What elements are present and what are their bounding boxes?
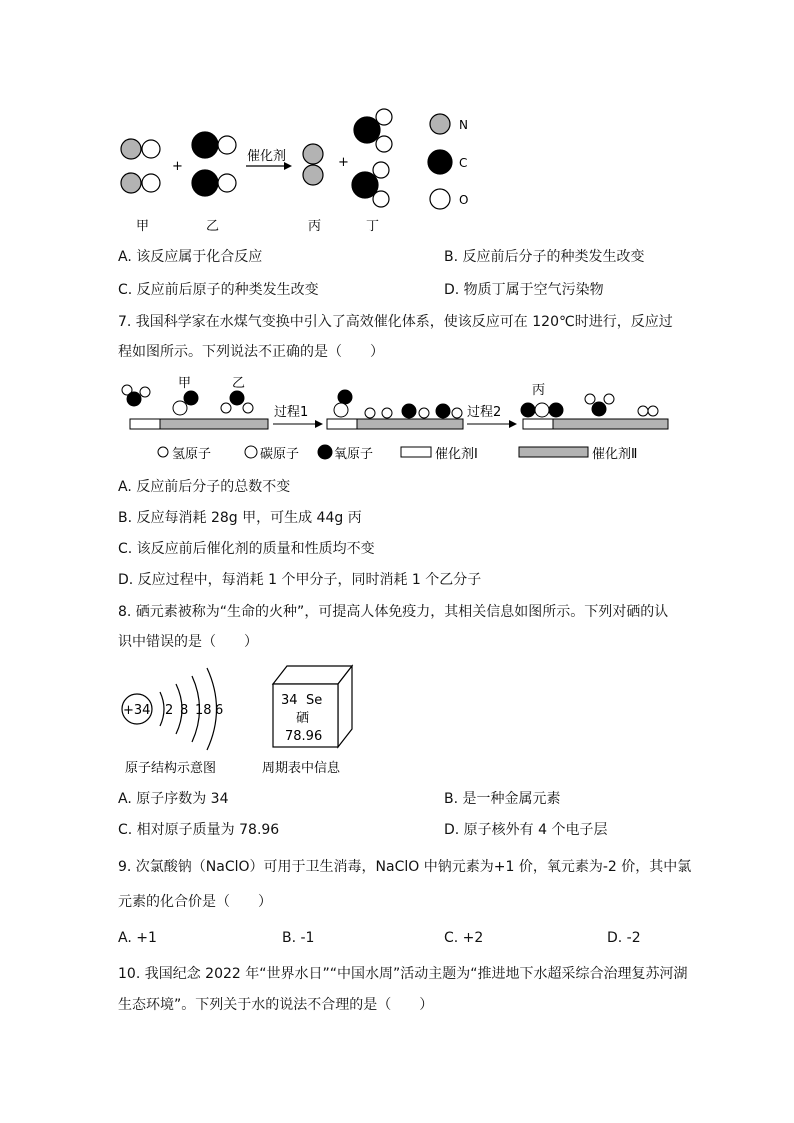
q10-stem-line-1: 10. 我国纪念 2022 年“世界水日”“中国水周”活动主题为“推进地下水超采综合治理复苏河湖: [118, 966, 688, 982]
q6-legend-c: C: [459, 156, 468, 170]
q6-option-a: A. 该反应属于化合反应: [118, 249, 263, 265]
q8-element-symbol: Se: [306, 693, 323, 708]
q6-legend-o: O: [459, 193, 469, 207]
q8-option-b: B. 是一种金属元素: [444, 791, 561, 807]
q6-label-yi: 乙: [206, 219, 220, 234]
q6-legend-n: N: [459, 118, 468, 132]
q7-process-1: 过程1: [274, 405, 309, 420]
q8-atomic-number: 34: [281, 693, 298, 708]
q7-process-2: 过程2: [467, 405, 502, 420]
q7-legend-c: 碳原子: [260, 447, 300, 462]
q7-stem-line-1: 7. 我国科学家在水煤气变换中引入了高效催化体系，使该反应可在 120℃时进行，反应过: [118, 314, 673, 330]
q6-option-c: C. 反应前后原子的种类发生改变: [118, 282, 319, 298]
q8-element-name: 硒: [296, 711, 310, 726]
q6-label-bing: 丙: [308, 219, 322, 234]
q10-stem-line-2: 生态环境”。下列关于水的说法不合理的是（ ）: [118, 997, 434, 1013]
q8-option-c: C. 相对原子质量为 78.96: [118, 822, 280, 838]
q6-label-ding: 丁: [366, 219, 380, 234]
q7-option-b: B. 反应每消耗 28g 甲，可生成 44g 丙: [118, 510, 362, 526]
q8-shell-2: 8: [180, 703, 189, 718]
q9-option-c: C. +2: [444, 930, 484, 946]
q6-label-jia: 甲: [136, 219, 150, 234]
q8-shell-3: 18: [195, 703, 212, 718]
q8-nucleus-label: +34: [123, 703, 151, 718]
q9-option-b: B. -1: [282, 930, 315, 946]
q8-caption-right: 周期表中信息: [262, 761, 341, 776]
q7-label-jia: 甲: [178, 376, 192, 391]
q9-stem-line-2: 元素的化合价是（ ）: [118, 894, 272, 910]
q7-stem-line-2: 程如图所示。下列说法不正确的是（ ）: [118, 344, 384, 360]
q7-legend-h: 氢原子: [172, 447, 212, 462]
q7-legend-cat1: 催化剂Ⅰ: [435, 447, 478, 462]
q8-option-d: D. 原子核外有 4 个电子层: [444, 822, 608, 838]
q8-shell-4: 6: [215, 703, 224, 718]
q8-stem-line-2: 识中错误的是（ ）: [118, 634, 258, 650]
q8-option-a: A. 原子序数为 34: [118, 791, 229, 807]
q6-arrow-label: 催化剂: [247, 149, 287, 164]
q6-option-d: D. 物质丁属于空气污染物: [444, 282, 604, 298]
q6-plus-1: +: [172, 159, 183, 174]
q7-option-d: D. 反应过程中，每消耗 1 个甲分子，同时消耗 1 个乙分子: [118, 572, 482, 588]
q6-plus-2: +: [338, 155, 349, 170]
q8-stem-line-1: 8. 硒元素被称为“生命的火种”，可提高人体免疫力，其相关信息如图所示。下列对硒的认: [118, 604, 669, 620]
q7-option-c: C. 该反应前后催化剂的质量和性质均不变: [118, 541, 375, 557]
q8-shell-1: 2: [165, 703, 174, 718]
q7-option-a: A. 反应前后分子的总数不变: [118, 479, 291, 495]
q9-stem-line-1: 9. 次氯酸钠（NaClO）可用于卫生消毒，NaClO 中钠元素为+1 价，氧元素为-2 价，其中氯: [118, 859, 692, 875]
q9-option-d: D. -2: [607, 930, 641, 946]
q8-atomic-mass: 78.96: [285, 729, 323, 744]
q9-option-a: A. +1: [118, 930, 157, 946]
q6-option-b: B. 反应前后分子的种类发生改变: [444, 249, 645, 265]
q7-legend-o: 氧原子: [334, 447, 374, 462]
q7-label-bing: 丙: [532, 383, 546, 398]
q7-label-yi: 乙: [232, 376, 246, 391]
q8-caption-left: 原子结构示意图: [125, 761, 217, 776]
q7-legend-cat2: 催化剂Ⅱ: [592, 447, 638, 462]
